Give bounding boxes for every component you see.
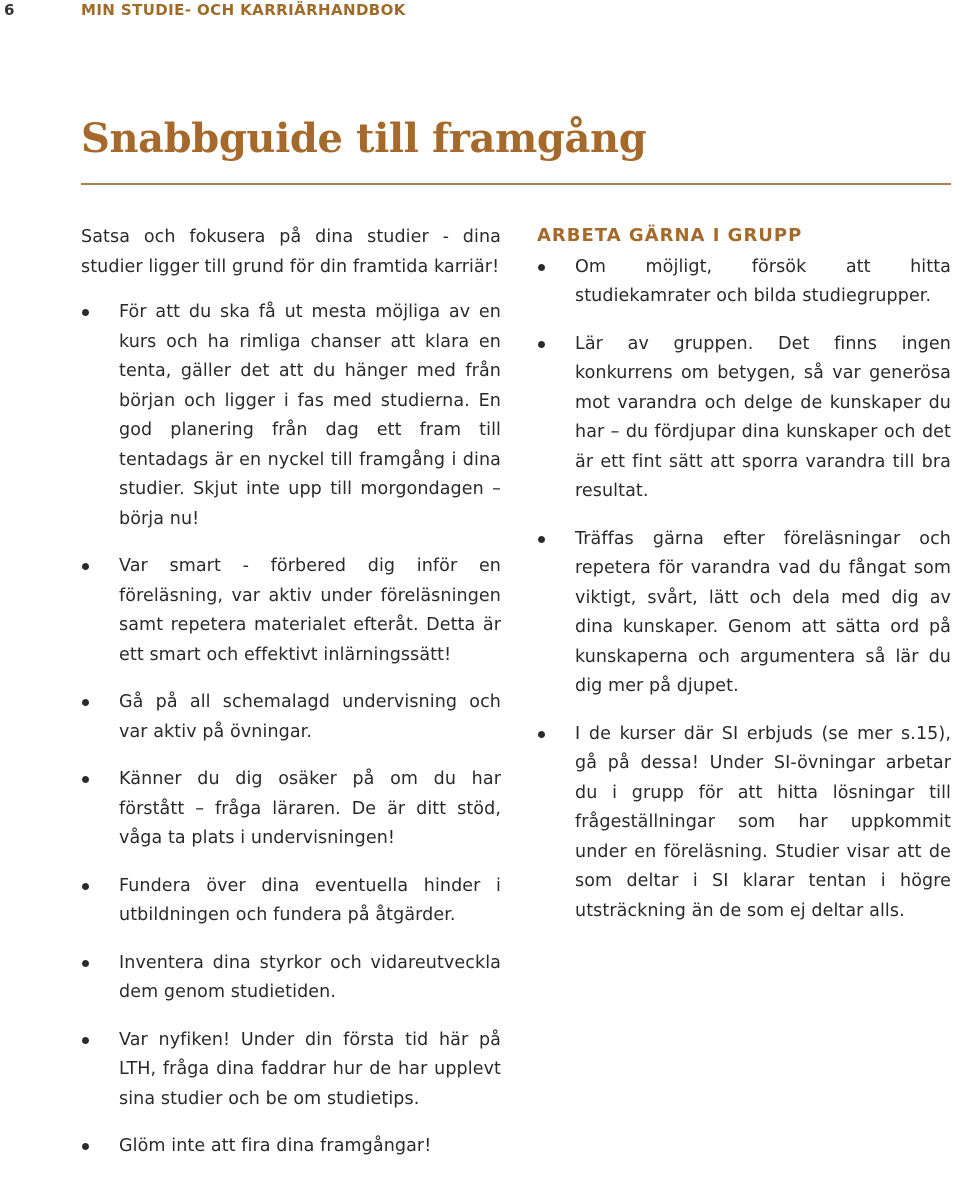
list-item-text: Inventera dina styrkor och vidareutveckla dem genom studietiden. bbox=[119, 952, 501, 1002]
list-item bbox=[81, 1026, 501, 1115]
list-item-text: Lär av gruppen. Det finns ingen konkurrens om betygen, så var generösa mot varandra och delge de kunskaper du har – du fördjupar dina kunskaper och det är ett fint sätt att sporra varandra till bra resultat. bbox=[575, 333, 951, 501]
page-number: 6 bbox=[4, 1, 15, 19]
running-head: MIN STUDIE- OCH KARRIÄRHANDBOK bbox=[81, 1, 406, 19]
list-item-text: Fundera över dina eventuella hinder i utbildningen och fundera på åtgärder. bbox=[119, 875, 501, 925]
list-item bbox=[81, 552, 501, 670]
list-item-text: För att du ska få ut mesta möjliga av en kurs och ha rimliga chanser att klara en tenta, gäller det att du hänger med från början och ligger i fas med studierna. En god planering från dag ett fram till tentadags är en nyckel till framgång i dina studier. Skjut inte upp till morgondagen – börja nu! bbox=[119, 302, 501, 529]
list-item bbox=[81, 298, 501, 534]
bullet-icon bbox=[538, 264, 545, 271]
page-title: Snabbguide till framgång bbox=[81, 115, 647, 162]
bullet-icon bbox=[82, 883, 89, 890]
bullet-icon bbox=[82, 1143, 89, 1150]
group-work-list bbox=[537, 253, 951, 927]
right-column bbox=[537, 221, 951, 944]
list-item-text: Om möjligt, försök att hitta studiekamrater och bilda studiegrupper. bbox=[575, 256, 951, 306]
list-item bbox=[537, 720, 951, 927]
list-item-text: Känner du dig osäker på om du har förstått – fråga läraren. De är ditt stöd, våga ta plats i undervisningen! bbox=[119, 769, 501, 848]
left-column bbox=[81, 223, 501, 1180]
bullet-icon bbox=[82, 563, 89, 570]
intro-paragraph: Satsa och fokusera på dina studier - dina studier ligger till grund för din framtida karriär! bbox=[81, 227, 501, 277]
list-item-text: Träffas gärna efter föreläsningar och repetera för varandra vad du fångat som viktigt, svårt, lätt och dela med dig av dina kunskaper. Genom att sätta ord på kunskaperna och argumentera så lär du dig mer på djupet. bbox=[575, 528, 951, 696]
list-item bbox=[537, 253, 951, 312]
list-item-text: Var nyfiken! Under din första tid här på LTH, fråga dina faddrar hur de har upplevt sina studier och be om studietips. bbox=[119, 1029, 501, 1109]
list-item bbox=[537, 525, 951, 702]
bullet-icon bbox=[82, 960, 89, 967]
bullet-icon bbox=[82, 699, 89, 706]
list-item bbox=[81, 1132, 501, 1162]
bullet-icon bbox=[82, 309, 89, 316]
list-item-text: Gå på all schemalagd undervisning och var aktiv på övningar. bbox=[119, 692, 501, 742]
list-item bbox=[81, 765, 501, 854]
list-item bbox=[537, 330, 951, 507]
tips-list bbox=[81, 298, 501, 1162]
section-heading: ARBETA GÄRNA I GRUPP bbox=[537, 225, 803, 246]
bullet-icon bbox=[538, 536, 545, 543]
list-item-text: Glöm inte att fira dina framgångar! bbox=[119, 1136, 432, 1156]
list-item bbox=[81, 688, 501, 747]
bullet-icon bbox=[538, 731, 545, 738]
title-divider bbox=[81, 183, 951, 185]
bullet-icon bbox=[538, 341, 545, 348]
list-item bbox=[81, 872, 501, 931]
list-item bbox=[81, 949, 501, 1008]
bullet-icon bbox=[82, 776, 89, 783]
list-item-text: I de kurser där SI erbjuds (se mer s.15), gå på dessa! Under SI-övningar arbetar du i grupp för att hitta lösningar till frågeställningar som har uppkommit under en föreläsning. Studier visar att de som deltar i SI klarar tentan i högre utsträckning än de som ej deltar alls. bbox=[575, 723, 951, 921]
bullet-icon bbox=[82, 1037, 89, 1044]
list-item-text: Var smart - förbered dig inför en föreläsning, var aktiv under föreläsningen samt repetera materialet efteråt. Detta är ett smart och effektivt inlärningssätt! bbox=[119, 556, 501, 665]
